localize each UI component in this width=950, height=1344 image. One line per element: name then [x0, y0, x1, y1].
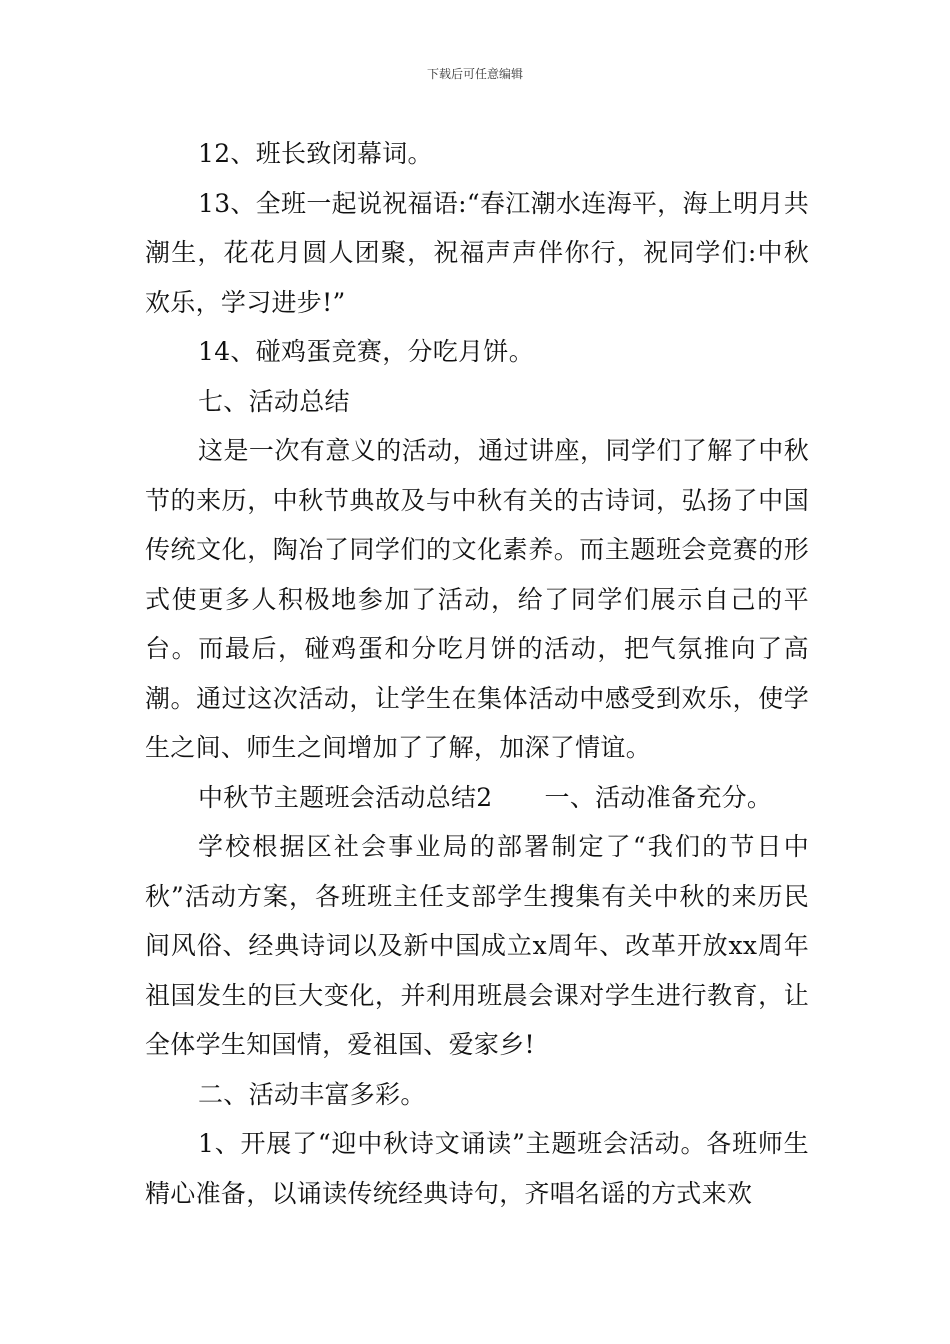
section2-title: 中秋节主题班会活动总结2 — [198, 782, 493, 812]
page-header-note: 下载后可任意编辑 — [426, 67, 523, 81]
section2-first-heading: 一、活动准备充分。 — [544, 782, 773, 812]
paragraph-school-plan: 学校根据区社会事业局的部署制定了“我们的节日中秋”活动方案，各班班主任支部学生搜集有关中秋的来历民间风俗、经典诗词以及新中国成立x周年、改革开放xx周年祖国发生的巨大变化，并利用班晨会课对学生进行教育，让全体学生知国情，爱祖国、爱家乡! — [145, 832, 809, 1059]
document-body — [145, 129, 809, 1218]
paragraph-summary: 这是一次有意义的活动，通过讲座，同学们了解了中秋节的来历，中秋节典故及与中秋有关的古诗词，弘扬了中国传统文化，陶冶了同学们的文化素养。而主题班会竞赛的形式使更多人积极地参加了活动，给了同学们展示自己的平台。而最后，碰鸡蛋和分吃月饼的活动，把气氛推向了高潮。通过这次活动，让学生在集体活动中感受到欢乐，使学生之间、师生之间增加了了解，加深了情谊。 — [145, 436, 809, 762]
paragraph-blessing: 13、全班一起说祝福语:“春江潮水连海平，海上明月共潮生，花花月圆人团聚，祝福声声伴你行，祝同学们:中秋欢乐，学习进步!” — [145, 188, 809, 317]
section2-title-line — [145, 773, 809, 823]
paragraph-poetry-reading: 1、开展了“迎中秋诗文诵读”主题班会活动。各班师生精心准备，以诵读传统经典诗句，齐唱名谣的方式来欢 — [145, 1129, 809, 1208]
paragraph-egg-contest: 14、碰鸡蛋竞赛，分吃月饼。 — [198, 337, 535, 366]
paragraph-closing-speech: 12、班长致闭幕词。 — [198, 139, 433, 168]
section-heading-summary: 七、活动总结 — [198, 386, 350, 416]
section-heading-activities: 二、活动丰富多彩。 — [198, 1079, 426, 1109]
